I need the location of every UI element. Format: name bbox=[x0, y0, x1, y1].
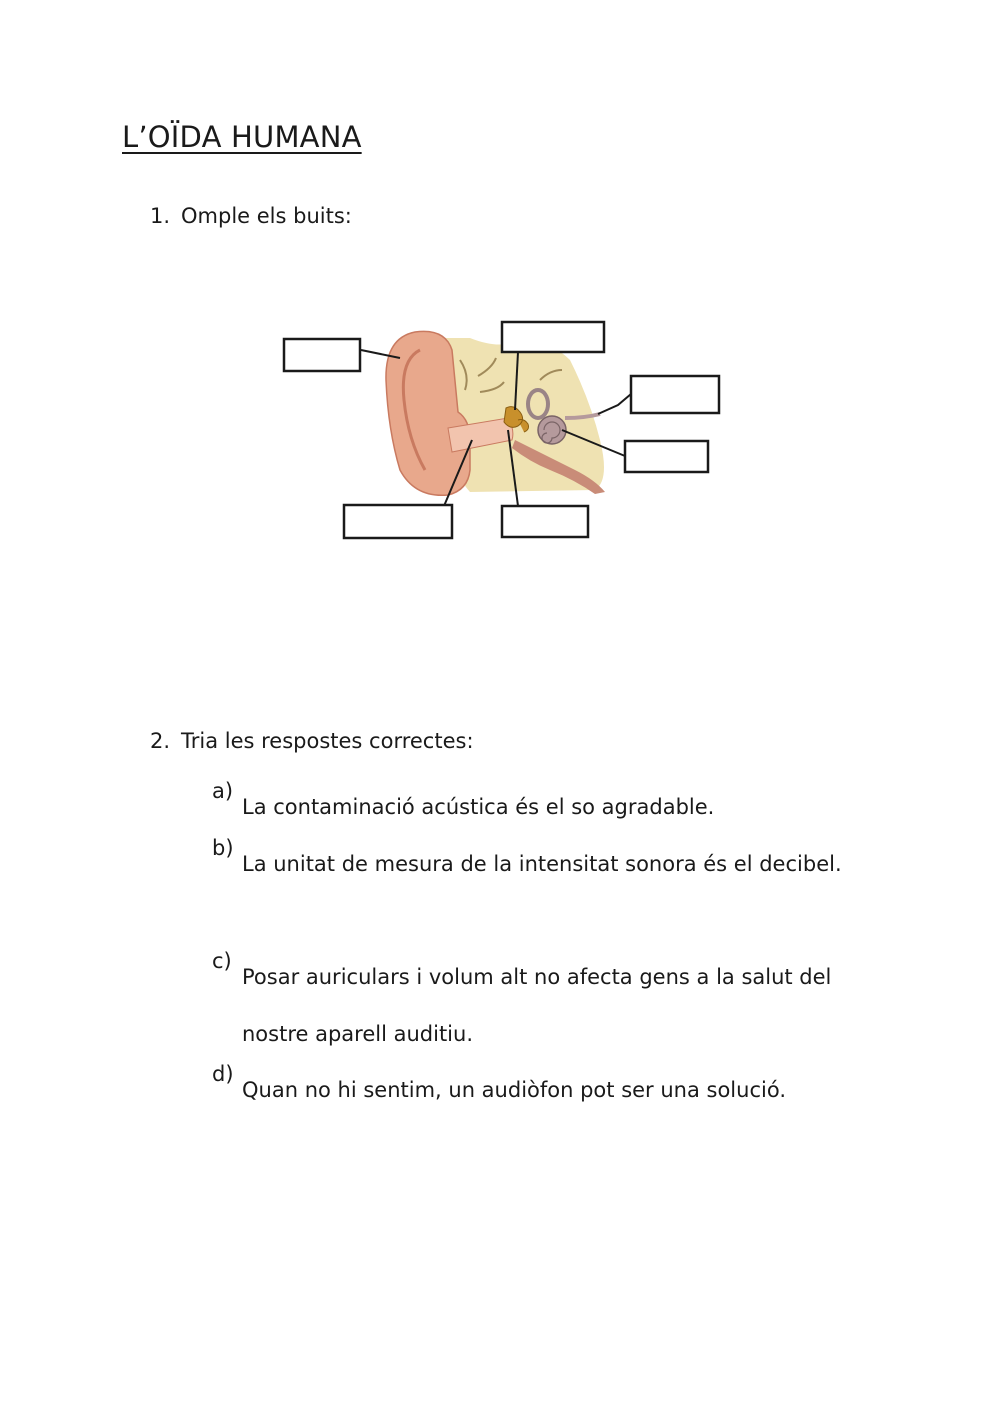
option-b[interactable] bbox=[212, 836, 882, 893]
question-2 bbox=[150, 729, 474, 753]
option-letter: a) bbox=[212, 779, 234, 803]
label-box-1[interactable] bbox=[284, 339, 360, 371]
option-a[interactable] bbox=[212, 779, 882, 836]
option-d[interactable] bbox=[212, 1062, 882, 1119]
option-text: Posar auriculars i volum alt no afecta gens a la salut del nostre aparell auditiu. bbox=[242, 965, 832, 1046]
option-letter: c) bbox=[212, 949, 232, 973]
option-text: La contaminació acústica és el so agradable. bbox=[242, 795, 715, 819]
label-box-6[interactable] bbox=[502, 506, 588, 537]
leader-line-3 bbox=[598, 394, 631, 414]
option-text: Quan no hi sentim, un audiòfon pot ser una solució. bbox=[242, 1078, 786, 1102]
label-box-5[interactable] bbox=[344, 505, 452, 538]
label-box-4[interactable] bbox=[625, 441, 708, 472]
question-text: Omple els buits: bbox=[181, 204, 352, 228]
label-box-3[interactable] bbox=[631, 376, 719, 413]
question-text: Tria les respostes correctes: bbox=[181, 729, 474, 753]
label-box-2[interactable] bbox=[502, 322, 604, 352]
option-letter: b) bbox=[212, 836, 234, 860]
ear-diagram bbox=[0, 0, 1000, 700]
option-c[interactable] bbox=[212, 949, 882, 1063]
page-title: L’OÏDA HUMANA bbox=[122, 120, 362, 154]
question-number: 1. bbox=[150, 204, 171, 228]
question-number: 2. bbox=[150, 729, 171, 753]
option-letter: d) bbox=[212, 1062, 234, 1086]
option-text: La unitat de mesura de la intensitat sonora és el decibel. bbox=[242, 852, 842, 876]
